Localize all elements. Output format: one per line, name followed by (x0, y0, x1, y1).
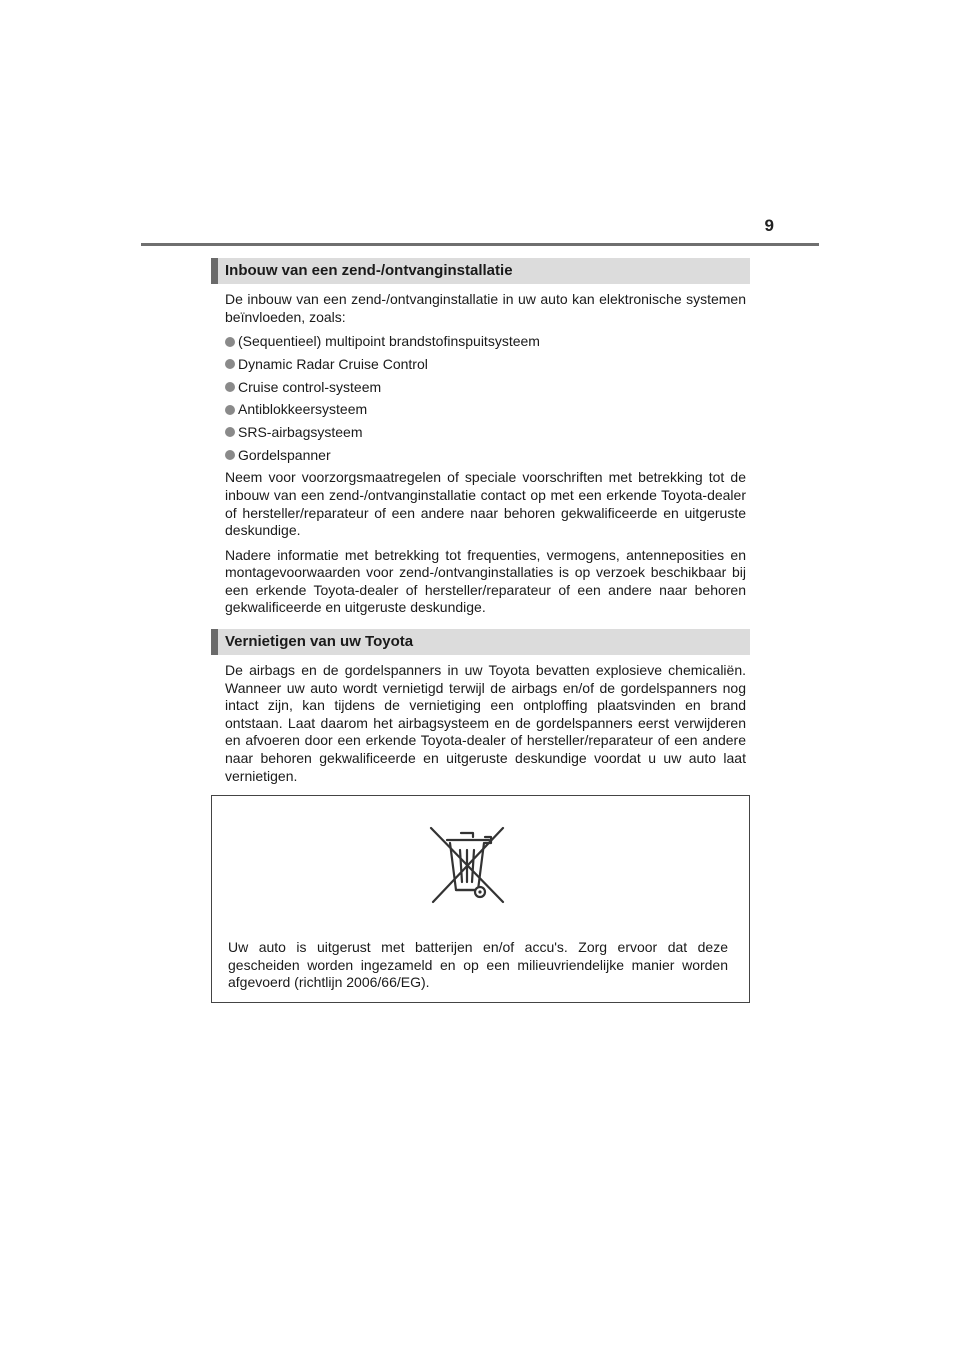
section1-precautions-paragraph: Neem voor voorzorgsmaatregelen of speciale voorschriften met betrekking tot de inbouw van een zend-/ontvanginstallatie contact op met een erkende Toyota-dealer of hersteller/reparateur of een andere naar behoren gekwalificeerde en uitgeruste deskundige. (225, 469, 746, 539)
bullet-icon (225, 359, 235, 369)
list-item (225, 401, 750, 418)
bullet-icon (225, 427, 235, 437)
bullet-icon (225, 450, 235, 460)
page-number: 9 (764, 216, 774, 235)
list-item (225, 447, 750, 464)
list-item (225, 333, 750, 350)
list-item-text: SRS-airbagsysteem (238, 423, 363, 440)
main-content (211, 258, 750, 792)
bullet-icon (225, 337, 235, 347)
bullet-icon (225, 405, 235, 415)
list-item-text: Antiblokkeersysteem (238, 401, 368, 418)
bullet-icon (225, 382, 235, 392)
crossed-out-wheelie-bin-icon (427, 824, 507, 908)
section-heading-disposal: Vernietigen van uw Toyota (211, 629, 750, 655)
section-heading-installation: Inbouw van een zend-/ontvanginstallatie (211, 258, 750, 284)
affected-systems-list (211, 333, 750, 463)
list-item-text: Gordelspanner (238, 446, 331, 463)
list-item-text: (Sequentieel) multipoint brandstofinspuitsysteem (238, 333, 540, 350)
section1-information-paragraph: Nadere informatie met betrekking tot frequenties, vermogens, antenneposities en montagevoorwaarden voor zend-/ontvanginstallaties is op verzoek beschikbaar bij een erkende Toyota-dealer of hersteller/reparateur of een andere naar behoren gekwalificeerde en uitgeruste deskundige. (225, 546, 746, 616)
battery-notice-box (211, 795, 750, 1003)
list-item-text: Cruise control-systeem (238, 378, 382, 395)
list-item (225, 424, 750, 441)
section1-intro: De inbouw van een zend-/ontvanginstallatie in uw auto kan elektronische systemen beïnvloeden, zoals: (225, 291, 746, 325)
battery-notice-text: Uw auto is uitgerust met batterijen en/of accu's. Zorg ervoor dat deze gescheiden worden ingezameld en op een milieuvriendelijke manier worden afgevoerd (richtlijn 2006/66/EG). (228, 939, 728, 991)
list-item (225, 379, 750, 396)
list-item-text: Dynamic Radar Cruise Control (238, 355, 428, 372)
section2-paragraph: De airbags en de gordelspanners in uw Toyota bevatten explosieve chemicaliën. Wanneer uw auto wordt vernietigd terwijl de airbags en/of de gordelspanners nog intact zijn, kan tijdens de vernietiging een ontploffing plaatsvinden en brand ontstaan. Laat daarom het airbagsysteem en de gordelspanners eerst verwijderen en afvoeren door een erkende Toyota-dealer of hersteller/reparateur of een andere naar behoren gekwalificeerde en uitgeruste deskundige voordat u uw auto laat vernietigen. (225, 662, 746, 784)
list-item (225, 356, 750, 373)
header-rule (141, 243, 819, 246)
